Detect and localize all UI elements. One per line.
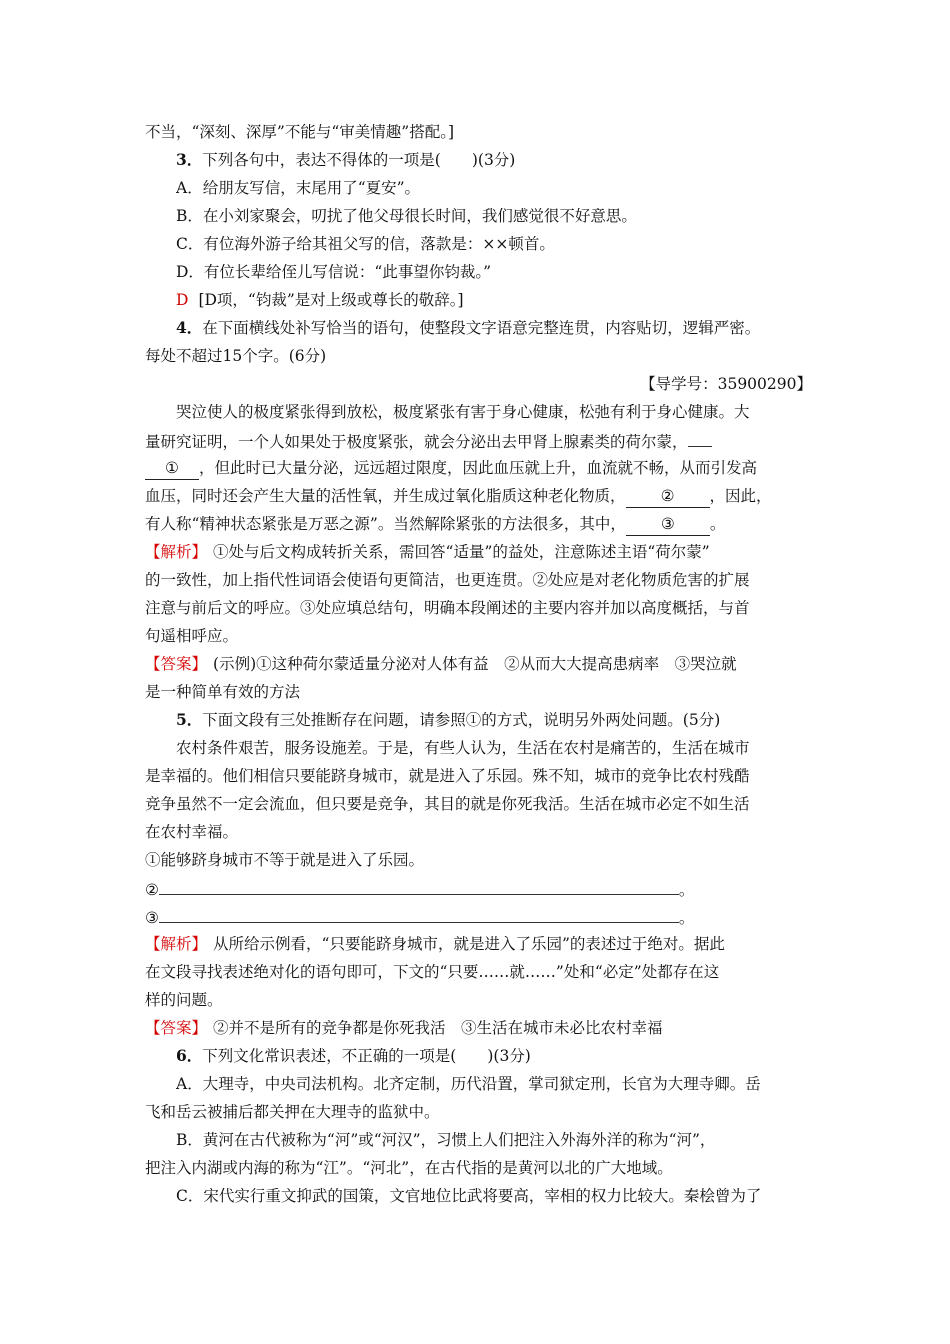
answer-input-3[interactable]: [159, 902, 679, 923]
passage-line: 竞争虽然不一定会流血，但只要是竞争，其目的就是你死我活。生活在城市必定不如生活: [145, 795, 750, 813]
answer-line: [145, 650, 815, 678]
line-marker: ②: [145, 881, 159, 899]
analysis-line: [145, 930, 815, 958]
passage-line: 在农村幸福。: [145, 823, 239, 841]
answer-blank-1-start: [688, 426, 712, 447]
option-a: A．给朋友写信，末尾用了“夏安”。: [176, 179, 421, 197]
passage-line: [145, 454, 815, 482]
question-4: [176, 314, 816, 342]
analysis-text: 从所给示例看，“只要能跻身城市，就是进入了乐园”的表述过于绝对。据此: [213, 935, 725, 953]
option-b: B．在小刘家聚会，叨扰了他父母很长时间，我们感觉很不好意思。: [176, 207, 637, 225]
text-line: 不当，“深刻、深厚”不能与“审美情趣”搭配。]: [145, 123, 454, 141]
example-line: ①能够跻身城市不等于就是进入了乐园。: [145, 851, 425, 869]
question-text: 下面文段有三处推断存在问题，请参照①的方式，说明另外两处问题。(5分): [202, 711, 721, 729]
answer-line: [145, 1014, 815, 1042]
passage-line: 农村条件艰苦，服务设施差。于是，有些人认为，生活在农村是痛苦的，生活在城市: [176, 739, 750, 757]
question-number: 3．: [176, 150, 203, 169]
analysis-line: 句遥相呼应。: [145, 627, 239, 645]
answer-line: 是一种简单有效的方法: [145, 683, 301, 701]
passage-line: 哭泣使人的极度紧张得到放松，极度紧张有害于身心健康，松弛有利于身心健康。大: [176, 403, 750, 421]
passage-text: 血压，同时还会产生大量的活性氧，并生成过氧化脂质这种老化物质，: [145, 487, 626, 505]
passage-text: ，因此，: [709, 487, 772, 505]
question-6: [176, 1042, 816, 1070]
passage-text: 。: [709, 515, 726, 533]
passage-text: 量研究证明，一个人如果处于极度紧张，就会分泌出去甲肾上腺素类的荷尔蒙，: [145, 433, 688, 451]
question-number: 5．: [176, 710, 203, 729]
answer-text: ②并不是所有的竞争都是你死我活 ③生活在城市未必比农村幸福: [213, 1019, 663, 1037]
line-marker: ③: [145, 909, 159, 927]
analysis-line: 注意与前后文的呼应。③处应填总结句，明确本段阐述的主要内容并加以高度概括，与首: [145, 599, 750, 617]
line-end: 。: [678, 909, 695, 927]
question-text: 下列各句中，表达不得体的一项是( )(3分): [202, 151, 516, 169]
question-number: 4．: [176, 318, 203, 337]
analysis-line: [145, 538, 815, 566]
answer-text: (示例)①这种荷尔蒙适量分泌对人体有益 ②从而大大提高患病率 ③哭泣就: [213, 655, 737, 673]
question-text: 在下面横线处补写恰当的语句，使整段文字语意完整连贯，内容贴切，逻辑严密。: [202, 319, 761, 337]
question-3: [176, 146, 816, 174]
analysis-line: 在文段寻找表述绝对化的语句即可，下文的“只要……就……”处和“必定”处都存在这: [145, 963, 720, 981]
answer-line-3: [145, 902, 815, 930]
guide-number: 【导学号：35900290】: [640, 375, 812, 393]
option-a: A．大理寺，中央司法机构。北齐定制，历代沿置，掌司狱定刑，长官为大理寺卿。岳: [176, 1075, 761, 1093]
analysis-tag: 【解析】: [145, 935, 208, 953]
answer-blank-3[interactable]: ③: [626, 513, 710, 536]
analysis-tag: 【解析】: [145, 543, 208, 561]
question-number: 6．: [176, 1046, 203, 1065]
passage-text: ，但此时已大量分泌，远远超过限度，因此血压就上升，血流就不畅，从而引发高: [199, 459, 758, 477]
option-b-cont: 把注入内湖或内海的称为“江”。“河北”，在古代指的是黄河以北的广大地域。: [145, 1159, 673, 1177]
answer-blank-1[interactable]: ①: [145, 457, 199, 480]
passage-line: [145, 510, 815, 538]
question-5: [176, 706, 816, 734]
passage-line: [145, 426, 815, 454]
passage-line: [145, 482, 815, 510]
answer-line-2: [145, 874, 815, 902]
answer-letter: D: [176, 291, 189, 309]
analysis-line: 的一致性，加上指代性词语会使语句更简洁，也更连贯。②处应是对老化物质危害的扩展: [145, 571, 750, 589]
text-line: 每处不超过15个字。(6分): [145, 347, 327, 365]
option-c: C．宋代实行重文抑武的国策，文官地位比武将要高，宰相的权力比较大。秦桧曾为了: [176, 1187, 762, 1205]
option-d: D．有位长辈给侄儿写信说：“此事望你钧裁。”: [176, 263, 492, 281]
answer-tag: 【答案】: [145, 1019, 208, 1037]
option-b: B．黄河在古代被称为“河”或“河汉”，习惯上人们把注入外海外洋的称为“河”，: [176, 1131, 716, 1149]
passage-text: 有人称“精神状态紧张是万恶之源”。当然解除紧张的方法很多，其中，: [145, 515, 626, 533]
question-text: 下列文化常识表述，不正确的一项是( )(3分): [202, 1047, 531, 1065]
analysis-text: ①处与后文构成转折关系，需回答“适量”的益处，注意陈述主语“荷尔蒙”: [213, 543, 710, 561]
answer-input-2[interactable]: [159, 874, 679, 895]
option-a-cont: 飞和岳云被捕后都关押在大理寺的监狱中。: [145, 1103, 440, 1121]
answer-tag: 【答案】: [145, 655, 208, 673]
answer-blank-2[interactable]: ②: [626, 485, 710, 508]
passage-line: 是幸福的。他们相信只要能跻身城市，就是进入了乐园。殊不知，城市的竞争比农村残酷: [145, 767, 750, 785]
answer-explanation: [D项，“钧裁”是对上级或尊长的敬辞。]: [198, 291, 464, 309]
analysis-line: 样的问题。: [145, 991, 223, 1009]
option-c: C．有位海外游子给其祖父写的信，落款是：××顿首。: [176, 235, 555, 253]
answer-line: [176, 286, 816, 314]
line-end: 。: [678, 881, 695, 899]
